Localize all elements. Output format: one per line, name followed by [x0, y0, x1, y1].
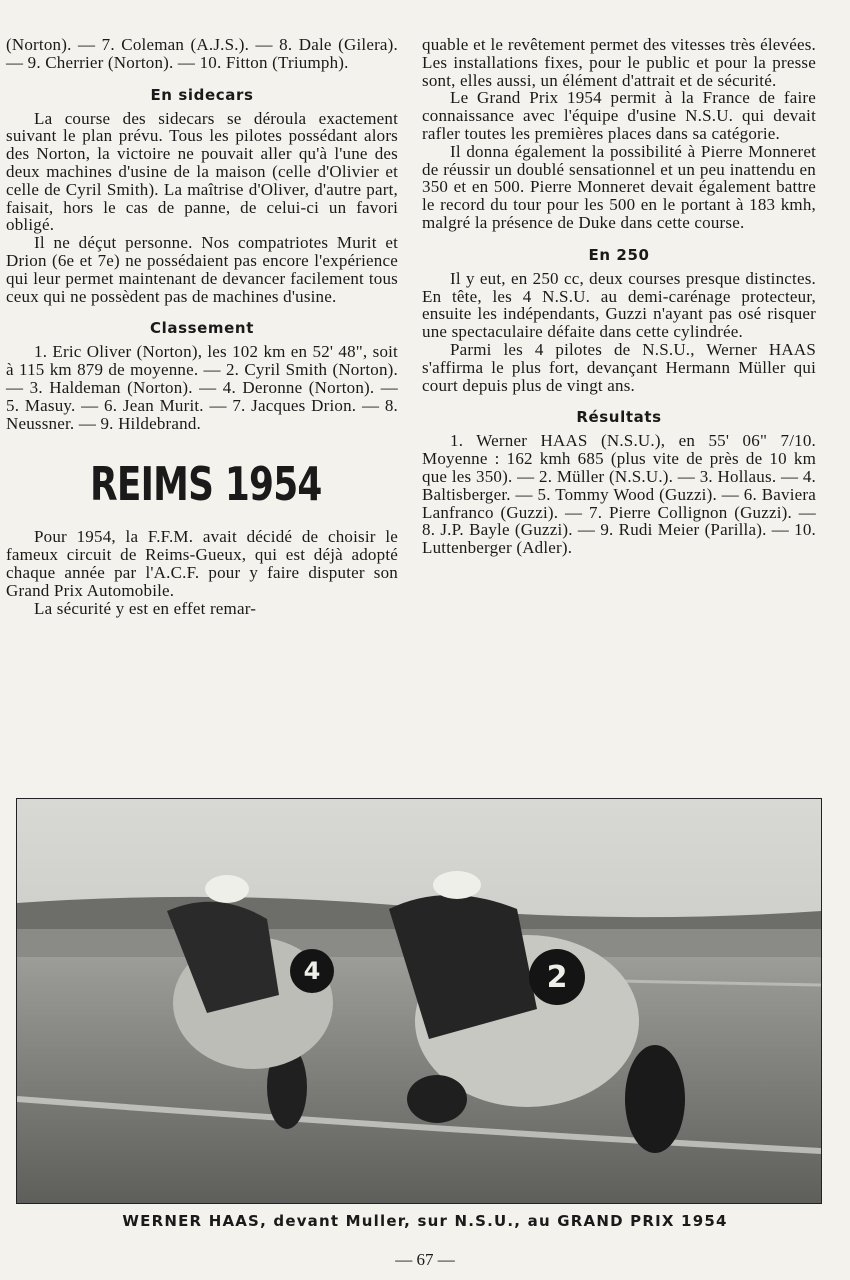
bike-number-2: 2: [546, 960, 568, 995]
right-paragraph-1: quable et le revêtement permet des vitesses très élevées. Les installations fixes, pour le public et pour la presse sont, elles aussi, un élément d'attrait et de sécurité.: [422, 35, 816, 90]
right-paragraph-2: Le Grand Prix 1954 permit à la France de faire connaissance avec l'équipe d'usine N.S.U. qui devait rafler toutes les premières places dans sa catégorie.: [422, 88, 816, 143]
en250-heading: En 250: [588, 245, 650, 264]
race-photo: [16, 798, 822, 1204]
sidecars-paragraph-2: Il ne déçut personne. Nos compatriotes Murit et Drion (6e et 7e) ne possédaient pas encore l'expérience qui leur permet maintenant de devancer facilement tous ceux qui ne possèdent pas de machines d'usine.: [6, 233, 398, 306]
intro-paragraph: (Norton). — 7. Coleman (A.J.S.). — 8. Dale (Gilera). — 9. Cherrier (Norton). — 10. Fitton (Triumph).: [6, 35, 398, 72]
bike-number-4: 4: [303, 957, 321, 985]
photo-caption: WERNER HAAS, devant Muller, sur N.S.U., au GRAND PRIX 1954: [122, 1212, 728, 1230]
en250-paragraph-1: Il y eut, en 250 cc, deux courses presque distinctes. En tête, les 4 N.S.U. au demi-carénage protecteur, ensuite les indépendants, Guzzi n'ayant pas osé risquer une spectaculaire défaite dans cette cylindrée.: [422, 268, 816, 342]
reims-paragraph-2: La sécurité y est en effet remar-: [34, 598, 257, 618]
classement-heading: Classement: [150, 319, 254, 338]
race-photo-illustration: [17, 799, 821, 1203]
right-paragraph-3: Il donna également la possibilité à Pierre Monneret de réussir un doublé sensationnel et un peu inattendu en 350 et en 500. Pierre Monneret devait également battre le record du tour pour les 500 en le portant à 183 kmh, malgré la présence de Duke dans cette course.: [422, 141, 816, 232]
reims-paragraph-1: Pour 1954, la F.F.M. avait décidé de choisir le fameux circuit de Reims-Gueux, qui est déjà adopté chaque année par l'A.C.F. pour y faire disputer son Grand Prix Automobile.: [6, 527, 398, 600]
reims-title: REIMS 1954: [90, 457, 322, 512]
resultats-heading: Résultats: [576, 408, 662, 427]
right-column: [422, 36, 816, 557]
sidecars-paragraph-1: La course des sidecars se déroula exactement suivant le plan prévu. Tous les pilotes possédant alors des Norton, la victoire ne pouvait aller qu'à l'une des deux machines d'usine de la maison (celle d'Olivier et celle de Cyril Smith). La maîtrise d'Oliver, d'autre part, faisait, hors le cas de panne, de celui-ci un favori obligé.: [6, 108, 398, 235]
page-number: — 67 —: [395, 1250, 455, 1269]
classement-paragraph: 1. Eric Oliver (Norton), les 102 km en 52' 48", soit à 115 km 879 de moyenne. — 2. Cyril Smith (Norton). — 3. Haldeman (Norton). — 4. Deronne (Norton). — 5. Masuy. — 6. Jean Murit. — 7. Jacques Drion. — 8. Neussner. — 9. Hildebrand.: [6, 342, 398, 433]
left-column: [6, 36, 398, 617]
en250-paragraph-2: Parmi les 4 pilotes de N.S.U., Werner HAAS s'affirma le plus fort, devançant Hermann Müller qui court depuis plus de vingt ans.: [422, 339, 816, 395]
resultats-paragraph: 1. Werner HAAS (N.S.U.), en 55' 06" 7/10. Moyenne : 162 kmh 685 (plus vite de près de 10 km que les 350). — 2. Müller (N.S.U.). — 3. Hollaus. — 4. Baltisberger. — 5. Tommy Wood (Guzzi). — 6. Baviera Lanfranco (Guzzi). — 7. Pierre Collignon (Guzzi). — 8. J.P. Bayle (Guzzi). — 9. Rudi Meier (Parilla). — 10. Luttenberger (Adler).: [422, 431, 816, 558]
sidecars-heading: En sidecars: [150, 85, 254, 104]
